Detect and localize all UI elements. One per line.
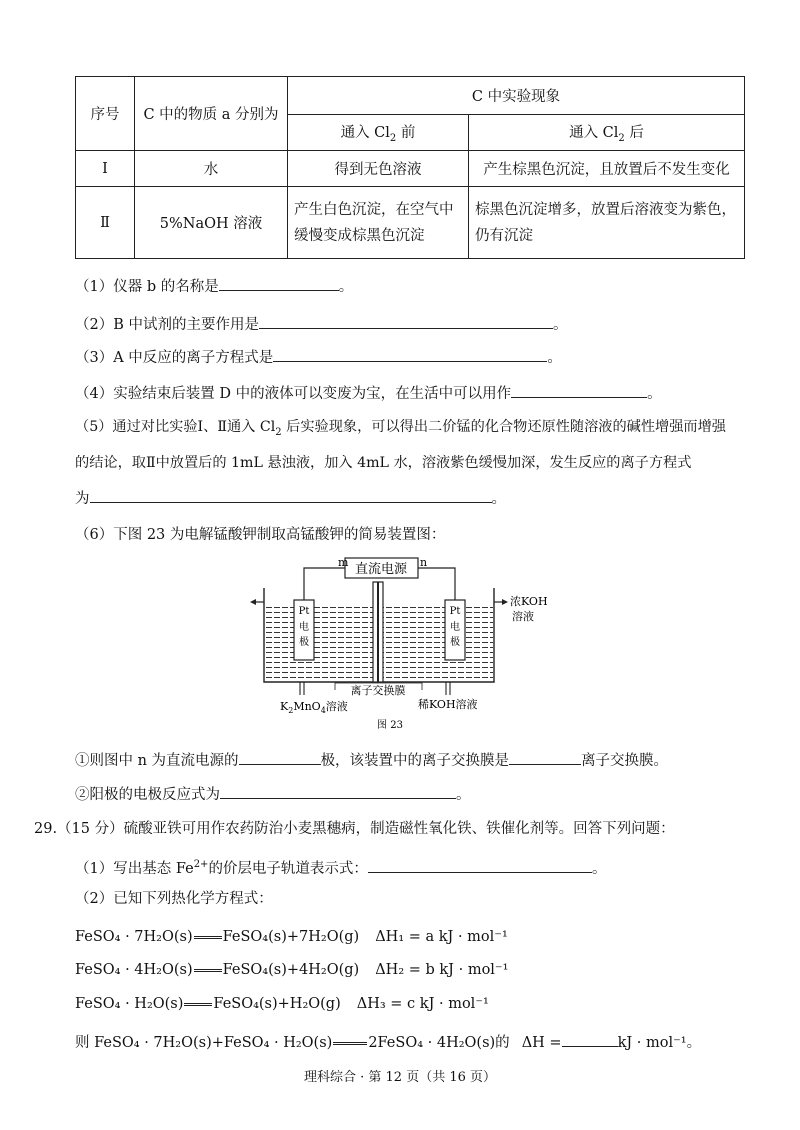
row-substance: 5%NaOH 溶液 [135,187,288,259]
question-29-header: 29.（15 分）硫酸亚铁可用作农药防治小麦黑穗病，制造磁性氧化铁、铁催化剂等。回答下列问题： [34,821,675,837]
inlet-right-label: 稀KOH溶液 [418,698,478,711]
page-footer: 理科综合 · 第 12 页（共 16 页） [303,1070,496,1085]
svg-text:极: 极 [450,637,460,648]
question-1: （1）仪器 b 的名称是 。 [75,276,353,296]
question-5-line2: 的结论，取Ⅱ中放置后的 1mL 悬浊液，加入 4mL 水，溶液紫色缓慢加深，发生反应的离子方程式 [75,455,692,471]
question-2: （2）B 中试剂的主要作用是 。 [75,314,568,334]
wire-left [304,568,345,600]
row-substance: 水 [135,151,288,187]
equation-3: FeSO₄ · H₂O(s) FeSO₄(s)+H₂O(g) ΔH₃ = c kJ · mol⁻¹ [75,996,489,1012]
answer-blank[interactable] [273,347,547,362]
header-substance: C 中的物质 a 分别为 [135,77,288,151]
answer-blank[interactable] [219,276,339,291]
inlet-left-label: $K_2MnO_4$溶液 [280,700,348,715]
equation-1: FeSO₄ · 7H₂O(s) FeSO₄(s)+7H₂O(g) ΔH₁ = a kJ · mol⁻¹ [75,929,508,945]
row-after: 产生棕黑色沉淀，且放置后不发生变化 [469,151,745,187]
outlet-right-label: 浓KOH [510,595,548,608]
answer-blank[interactable] [511,383,647,398]
svg-text:极: 极 [299,637,309,648]
row-after: 棕黑色沉淀增多，放置后溶液变为紫色，仍有沉淀 [469,187,745,259]
svg-text:电: 电 [450,622,460,633]
row-no: Ⅰ [76,151,135,187]
answer-blank[interactable] [509,750,581,765]
figure-caption: 图 23 [377,720,403,731]
question-6-sub1: ①则图中 n 为直流电源的 极，该装置中的离子交换膜是 离子交换膜。 [75,750,668,770]
row-before: 产生白色沉淀，在空气中缓慢变成棕黑色沉淀 [288,187,469,259]
row-before: 得到无色溶液 [288,151,469,187]
answer-blank[interactable] [562,1032,618,1047]
svg-text:电: 电 [299,622,309,633]
wire-right [418,568,455,600]
power-label: 直流电源 [354,562,408,577]
question-6-intro: （6）下图 23 为电解锰酸钾制取高锰酸钾的简易装置图： [75,527,446,543]
outlet-right-arrow [502,599,508,605]
svg-text:Pt: Pt [449,606,461,617]
answer-blank[interactable] [368,858,592,873]
answer-blank[interactable] [220,784,456,799]
question-3: （3）A 中反应的离子方程式是 。 [75,347,562,367]
row-no: Ⅱ [76,187,135,259]
terminal-m: m [338,556,349,569]
electrolysis-figure [250,550,560,740]
equation-4: 则 FeSO₄ · 7H₂O(s)+FeSO₄ · H₂O(s) 2FeSO₄ · 4H₂O(s)的 ΔH = kJ · mol⁻¹。 [75,1032,701,1052]
outlet-left-arrow [250,599,256,605]
question-29-2: （2）已知下列热化学方程式： [75,891,273,907]
question-4: （4）实验结束后装置 D 中的液体可以变废为宝，在生活中可以用作 。 [75,383,662,403]
header-no: 序号 [76,77,135,151]
question-5-line3: 为 。 [75,488,506,508]
svg-text:Pt: Pt [298,606,310,617]
answer-blank[interactable] [239,750,321,765]
svg-text:溶液: 溶液 [512,610,534,623]
question-5-line1: （5）通过对比实验Ⅰ、Ⅱ通入 $Cl_2$ 后实验现象，可以得出二价锰的化合物还原性随溶液的碱性增强而增强 [75,419,726,438]
table-row [76,151,745,187]
question-6-sub2: ②阳极的电极反应式为 。 [75,784,471,804]
experiment-table [75,76,745,259]
terminal-n: n [420,556,428,569]
header-after: 通入 $Cl_2$ 后 [469,115,745,151]
answer-blank[interactable] [90,488,492,503]
table-row [76,187,745,259]
answer-blank[interactable] [259,314,553,329]
header-phenomenon: C 中实验现象 [288,77,745,115]
equation-2: FeSO₄ · 4H₂O(s) FeSO₄(s)+4H₂O(g) ΔH₂ = b kJ · mol⁻¹ [75,962,509,978]
header-before: 通入 $Cl_2$ 前 [288,115,469,151]
membrane-label: 离子交换膜 [350,684,406,697]
question-29-1: （1）写出基态 $Fe^{2+}$的价层电子轨道表示式： 。 [75,859,607,877]
